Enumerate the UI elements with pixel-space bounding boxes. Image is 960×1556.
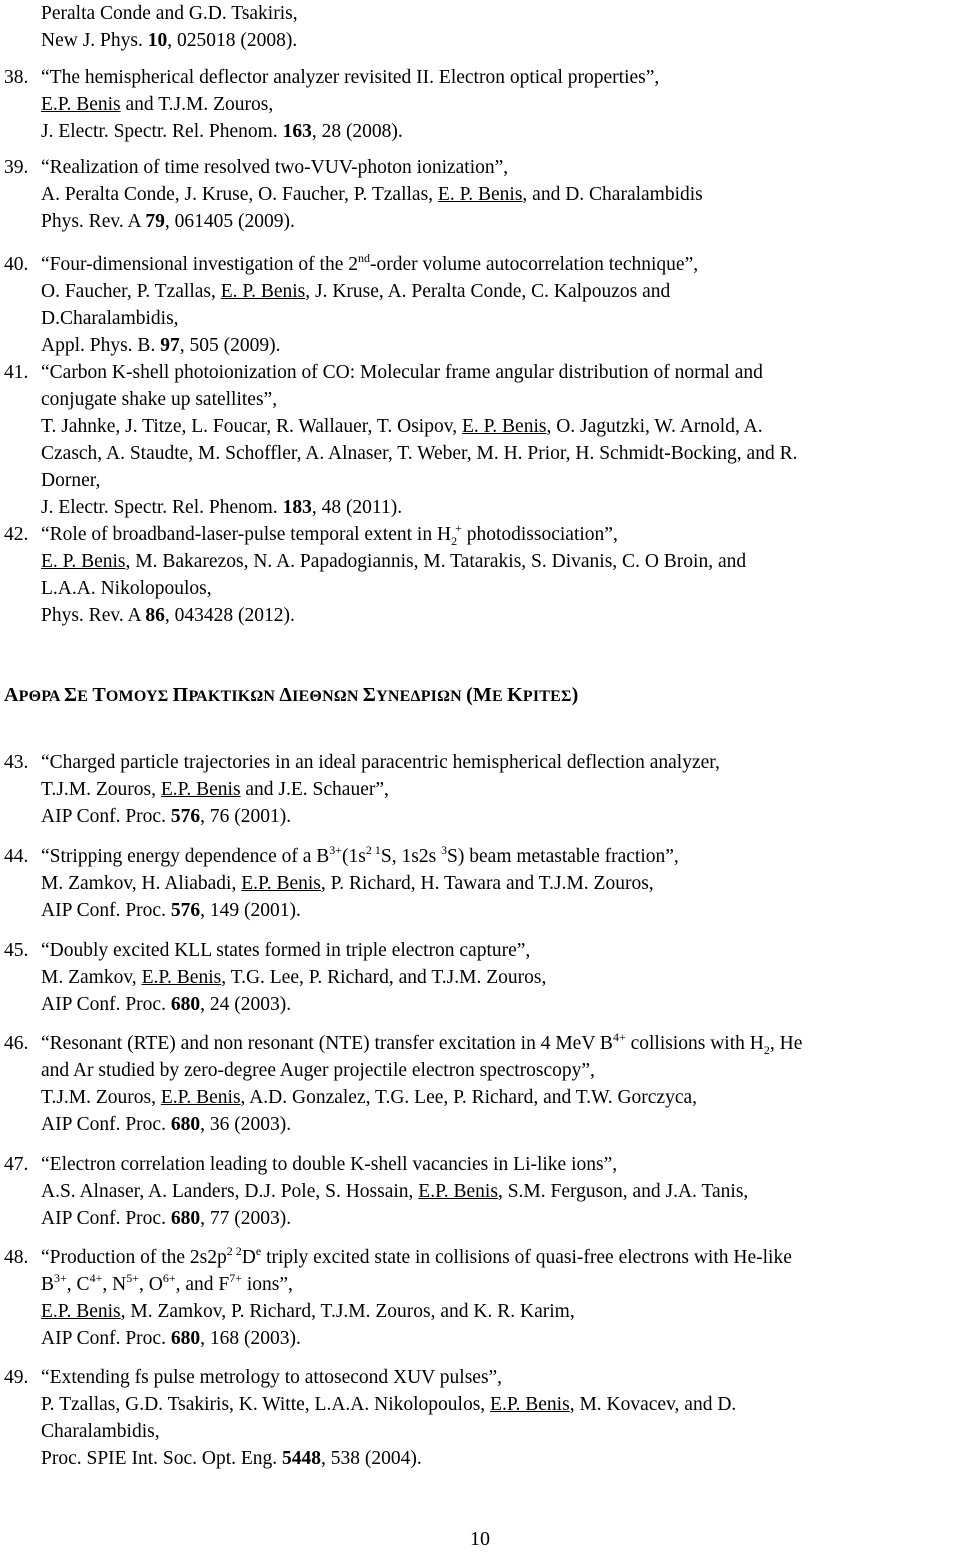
entry-authors-cont: Czasch, A. Staudte, M. Schoffler, A. Alnaser, T. Weber, M. H. Prior, H. Schmidt-Bocking, and R. <box>41 443 798 464</box>
entry-number: 47. <box>4 1154 29 1175</box>
entry-number: 39. <box>4 157 29 178</box>
entry-title-cont: and Ar studied by zero-degree Auger projectile electron spectroscopy”, <box>41 1060 595 1081</box>
entry-title: “Doubly excited KLL states formed in triple electron capture”, <box>41 940 531 961</box>
entry-title-cont: $B^{3+}$, $C^{4+}$, $N^{5+}$, $O^{6+}$, and $F^{7+}$ ions”, <box>41 1271 293 1295</box>
entry-title: “Electron correlation leading to double K-shell vacancies in Li-like ions”, <box>41 1154 618 1175</box>
entry-journal: Phys. Rev. A 79, 061405 (2009). <box>41 211 295 232</box>
entry-authors: A. Peralta Conde, J. Kruse, O. Faucher, P. Tzallas, E. P. Benis, and D. Charalambidis <box>41 184 703 205</box>
entry-number: 42. <box>4 524 29 545</box>
entry-number: 43. <box>4 752 29 773</box>
entry-number: 41. <box>4 362 29 383</box>
entry-authors: M. Zamkov, H. Aliabadi, E.P. Benis, P. Richard, H. Tawara and T.J.M. Zouros, <box>41 873 654 894</box>
entry-journal: J. Electr. Spectr. Rel. Phenom. 163, 28 (2008). <box>41 121 403 142</box>
entry-title: “Charged particle trajectories in an ideal paracentric hemispherical deflection analyzer, <box>41 752 720 773</box>
entry-journal: Appl. Phys. B. 97, 505 (2009). <box>41 335 281 356</box>
entry-journal: AIP Conf. Proc. 680, 77 (2003). <box>41 1208 292 1229</box>
entry-journal: AIP Conf. Proc. 680, 36 (2003). <box>41 1114 292 1135</box>
entry-authors: T.J.M. Zouros, E.P. Benis and J.E. Schauer”, <box>41 779 389 800</box>
section-heading: ΑΡΘΡΑ ΣΕ ΤΟΜΟΥΣ ΠΡΑΚΤΙΚΩΝ ΔΙΕΘΝΩΝ ΣΥΝΕΔΡΙΩΝ (ΜΕ ΚΡΙΤΕΣ) <box>4 684 579 706</box>
entry-title-cont: conjugate shake up satellites”, <box>41 389 278 410</box>
journal-line: New J. Phys. 10, 025018 (2008). <box>41 30 298 51</box>
entry-title: “Production of the $2s2p^{2 2}De$ triply excited state in collisions of quasi-free electrons with He-like <box>41 1244 792 1268</box>
entry-title: “Resonant (RTE) and non resonant (NTE) transfer excitation in 4 MeV $B^{4+}$ collisions with $H_2$, He <box>41 1030 803 1057</box>
entry-journal: AIP Conf. Proc. 680, 24 (2003). <box>41 994 292 1015</box>
entry-authors: M. Zamkov, E.P. Benis, T.G. Lee, P. Richard, and T.J.M. Zouros, <box>41 967 547 988</box>
entry-number: 44. <box>4 846 29 867</box>
entry-number: 49. <box>4 1367 29 1388</box>
entry-title: “Stripping energy dependence of a $B^{3+}(1s^{2 1}S$, 1s2s $^3$S) beam metastable fraction”, <box>41 843 679 867</box>
entry-title: “The hemispherical deflector analyzer revisited II. Electron optical properties”, <box>41 67 660 88</box>
entry-journal: J. Electr. Spectr. Rel. Phenom. 183, 48 (2011). <box>41 497 403 518</box>
entry-title: “Role of broadband-laser-pulse temporal extent in $H_2^+$ photodissociation”, <box>41 521 618 548</box>
entry-journal: Phys. Rev. A 86, 043428 (2012). <box>41 605 295 626</box>
entry-title: “Realization of time resolved two-VUV-photon ionization”, <box>41 157 509 178</box>
entry-authors-cont: Dorner, <box>41 470 101 491</box>
entry-authors-cont: Charalambidis, <box>41 1421 160 1442</box>
authors-line: Peralta Conde and G.D. Tsakiris, <box>41 3 298 24</box>
entry-authors-cont: D.Charalambidis, <box>41 308 179 329</box>
entry-number: 45. <box>4 940 29 961</box>
entry-authors: P. Tzallas, G.D. Tsakiris, K. Witte, L.A.A. Nikolopoulos, E.P. Benis, M. Kovacev, and D. <box>41 1394 737 1415</box>
entry-journal: AIP Conf. Proc. 576, 76 (2001). <box>41 806 292 827</box>
entry-number: 40. <box>4 254 29 275</box>
entry-authors: E.P. Benis, M. Zamkov, P. Richard, T.J.M. Zouros, and K. R. Karim, <box>41 1301 575 1322</box>
entry-authors: A.S. Alnaser, A. Landers, D.J. Pole, S. Hossain, E.P. Benis, S.M. Ferguson, and J.A. Tanis, <box>41 1181 749 1202</box>
entry-number: 48. <box>4 1247 29 1268</box>
entry-authors: E. P. Benis, M. Bakarezos, N. A. Papadogiannis, M. Tatarakis, S. Divanis, C. O Broin, and <box>41 551 747 572</box>
entry-authors: T. Jahnke, J. Titze, L. Foucar, R. Wallauer, T. Osipov, E. P. Benis, O. Jagutzki, W. Arnold, A. <box>41 416 763 437</box>
entry-title: “Extending fs pulse metrology to attosecond XUV pulses”, <box>41 1367 503 1388</box>
entry-authors-cont: L.A.A. Nikolopoulos, <box>41 578 212 599</box>
entry-authors: O. Faucher, P. Tzallas, E. P. Benis, J. Kruse, A. Peralta Conde, C. Kalpouzos and <box>41 281 671 302</box>
entry-number: 38. <box>4 67 29 88</box>
entry-authors: T.J.M. Zouros, E.P. Benis, A.D. Gonzalez, T.G. Lee, P. Richard, and T.W. Gorczyca, <box>41 1087 698 1108</box>
entry-authors: E.P. Benis and T.J.M. Zouros, <box>41 94 274 115</box>
entry-title: “Carbon K-shell photoionization of CO: Molecular frame angular distribution of normal and <box>41 362 763 383</box>
entry-journal: Proc. SPIE Int. Soc. Opt. Eng. 5448, 538 (2004). <box>41 1448 422 1469</box>
entry-title: “Four-dimensional investigation of the 2nd-order volume autocorrelation technique”, <box>41 251 699 275</box>
entry-journal: AIP Conf. Proc. 680, 168 (2003). <box>41 1328 301 1349</box>
entry-journal: AIP Conf. Proc. 576, 149 (2001). <box>41 900 301 921</box>
entry-number: 46. <box>4 1033 29 1054</box>
page-number: 10 <box>470 1528 490 1550</box>
